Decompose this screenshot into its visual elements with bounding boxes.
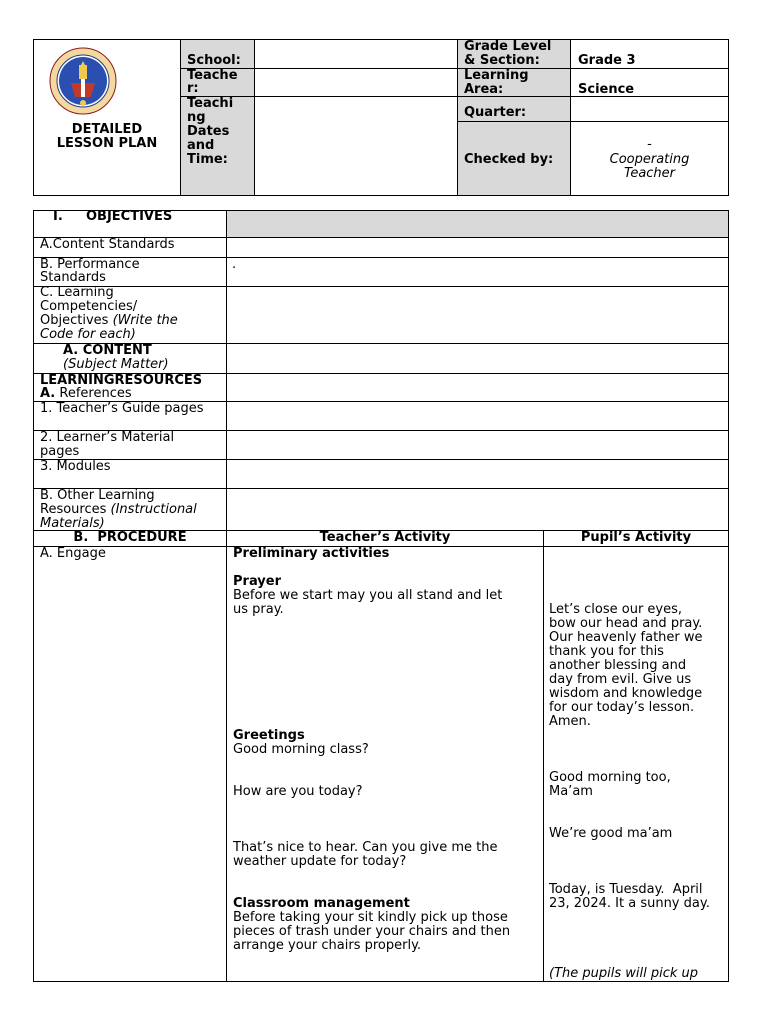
- pupil-prayer-8: for our today’s lesson.: [549, 700, 695, 715]
- dates-label-1: Teachi: [187, 96, 234, 111]
- lm-pages-label-1: 2. Learner’s Material: [40, 430, 175, 445]
- dates-label-5: Time:: [187, 152, 228, 167]
- competencies-label-1: C. Learning: [40, 285, 114, 300]
- teacher-weather-2: weather update for today?: [233, 854, 407, 869]
- performance-standards-value[interactable]: [226, 257, 729, 287]
- references-label-a: A.: [40, 386, 56, 401]
- engage-stage-label: A. Engage: [40, 546, 106, 561]
- area-value: Science: [578, 82, 635, 97]
- lm-pages-label-2: pages: [40, 444, 80, 459]
- greetings-heading: Greetings: [233, 728, 305, 743]
- grade-label-2: & Section:: [464, 53, 540, 68]
- school-value-cell[interactable]: [254, 39, 458, 69]
- teacher-weather-1: That’s nice to hear. Can you give me the: [233, 840, 498, 855]
- dates-value-cell[interactable]: [254, 96, 458, 196]
- checked-label: Checked by:: [464, 152, 554, 167]
- pupil-weather-1: Today, is Tuesday. April: [549, 882, 703, 897]
- pupil-prayer-3: Our heavenly father we: [549, 630, 703, 645]
- resources-value[interactable]: [226, 373, 729, 402]
- area-label-1: Learning: [464, 68, 529, 83]
- lm-pages-value[interactable]: [226, 430, 729, 460]
- competencies-label-2: Competencies/: [40, 299, 138, 314]
- other-resources-label-1: B. Other Learning: [40, 488, 155, 503]
- competencies-label-3: [40, 314, 178, 328]
- objectives-heading: OBJECTIVES: [86, 209, 173, 224]
- objectives-heading-num: I.: [53, 209, 63, 224]
- other-resources-label-3: Materials): [40, 516, 105, 531]
- content-standards-value[interactable]: [226, 237, 729, 258]
- performance-label-2: Standards: [40, 270, 106, 285]
- references-label-b: References: [55, 386, 132, 401]
- references-label: [40, 387, 132, 401]
- pupil-weather-2: 23, 2024. It a sunny day.: [549, 896, 710, 911]
- school-label: School:: [187, 53, 241, 68]
- preliminary-heading: Preliminary activities: [233, 546, 390, 561]
- other-resources-label-2b: (Instructional: [110, 502, 197, 517]
- quarter-value-cell[interactable]: [570, 96, 729, 122]
- performance-value: .: [232, 257, 237, 272]
- teacher-col-heading: Teacher’s Activity: [319, 530, 451, 545]
- competencies-value[interactable]: [226, 286, 729, 344]
- dates-label-2: ng: [187, 110, 206, 125]
- area-label-2: Area:: [464, 82, 504, 97]
- pupil-pickup: (The pupils will pick up: [549, 966, 699, 981]
- competencies-label-3b: (Write the: [112, 313, 178, 328]
- tg-pages-label: 1. Teacher’s Guide pages: [40, 401, 204, 416]
- competencies-label-3a: Objectives: [40, 313, 113, 328]
- checked-role-1: Cooperating: [609, 152, 690, 167]
- grade-value: Grade 3: [578, 53, 636, 68]
- teacher-greeting: Good morning class?: [233, 742, 369, 757]
- prayer-heading: Prayer: [233, 574, 282, 589]
- quarter-label: Quarter:: [464, 105, 527, 120]
- teacher-label-1: Teache: [187, 68, 238, 83]
- pupil-prayer-6: day from evil. Give us: [549, 672, 692, 687]
- objectives-heading-fill: [226, 210, 729, 238]
- teacher-classroom-3: arrange your chairs properly.: [233, 938, 422, 953]
- pupil-prayer-5: another blessing and: [549, 658, 687, 673]
- modules-label: 3. Modules: [40, 459, 111, 474]
- deped-seal-logo: [49, 43, 117, 121]
- other-resources-value[interactable]: [226, 488, 729, 531]
- pupil-good: We’re good ma’am: [549, 826, 673, 841]
- subject-matter-label: (Subject Matter): [63, 357, 169, 372]
- teacher-prayer-2: us pray.: [233, 602, 284, 617]
- teacher-how-are-you: How are you today?: [233, 784, 363, 799]
- checked-dash: -: [647, 137, 652, 152]
- pupil-prayer-1: Let’s close our eyes,: [549, 602, 683, 617]
- pupil-col-heading: Pupil’s Activity: [580, 530, 692, 545]
- pupil-greeting-2: Ma’am: [549, 784, 593, 799]
- competencies-label-4: Code for each): [40, 327, 136, 342]
- content-value[interactable]: [226, 343, 729, 374]
- lesson-plan-title-line1: DETAILED: [71, 122, 143, 137]
- dates-label-4: and: [187, 138, 215, 153]
- pupil-greeting-1: Good morning too,: [549, 770, 671, 785]
- tg-pages-value[interactable]: [226, 401, 729, 431]
- lesson-plan-title-line2: LESSON PLAN: [56, 136, 158, 151]
- teacher-classroom-1: Before taking your sit kindly pick up those: [233, 910, 508, 925]
- classroom-heading: Classroom management: [233, 896, 410, 911]
- resources-heading: LEARNINGRESOURCES: [40, 373, 203, 388]
- teacher-classroom-2: pieces of trash under your chairs and then: [233, 924, 511, 939]
- engage-stage-cell: [33, 546, 227, 982]
- performance-label-1: B. Performance: [40, 257, 140, 272]
- teacher-prayer-1: Before we start may you all stand and let: [233, 588, 503, 603]
- procedure-heading: B. PROCEDURE: [73, 530, 187, 545]
- modules-value[interactable]: [226, 459, 729, 489]
- pupil-prayer-4: thank you for this: [549, 644, 664, 659]
- grade-label-1: Grade Level: [464, 39, 552, 54]
- dates-label-3: Dates: [187, 124, 230, 139]
- pupil-prayer-2: bow our head and pray.: [549, 616, 703, 631]
- pupil-prayer-7: wisdom and knowledge: [549, 686, 703, 701]
- pupil-prayer-9: Amen.: [549, 714, 591, 729]
- other-resources-label-2: [40, 503, 197, 517]
- checked-role-2: Teacher: [623, 166, 676, 181]
- content-standards-label: A.Content Standards: [40, 237, 175, 252]
- content-heading: A. CONTENT: [63, 343, 152, 358]
- other-resources-label-2a: Resources: [40, 502, 111, 517]
- teacher-label-2: r:: [187, 81, 199, 96]
- teacher-value-cell[interactable]: [254, 68, 458, 97]
